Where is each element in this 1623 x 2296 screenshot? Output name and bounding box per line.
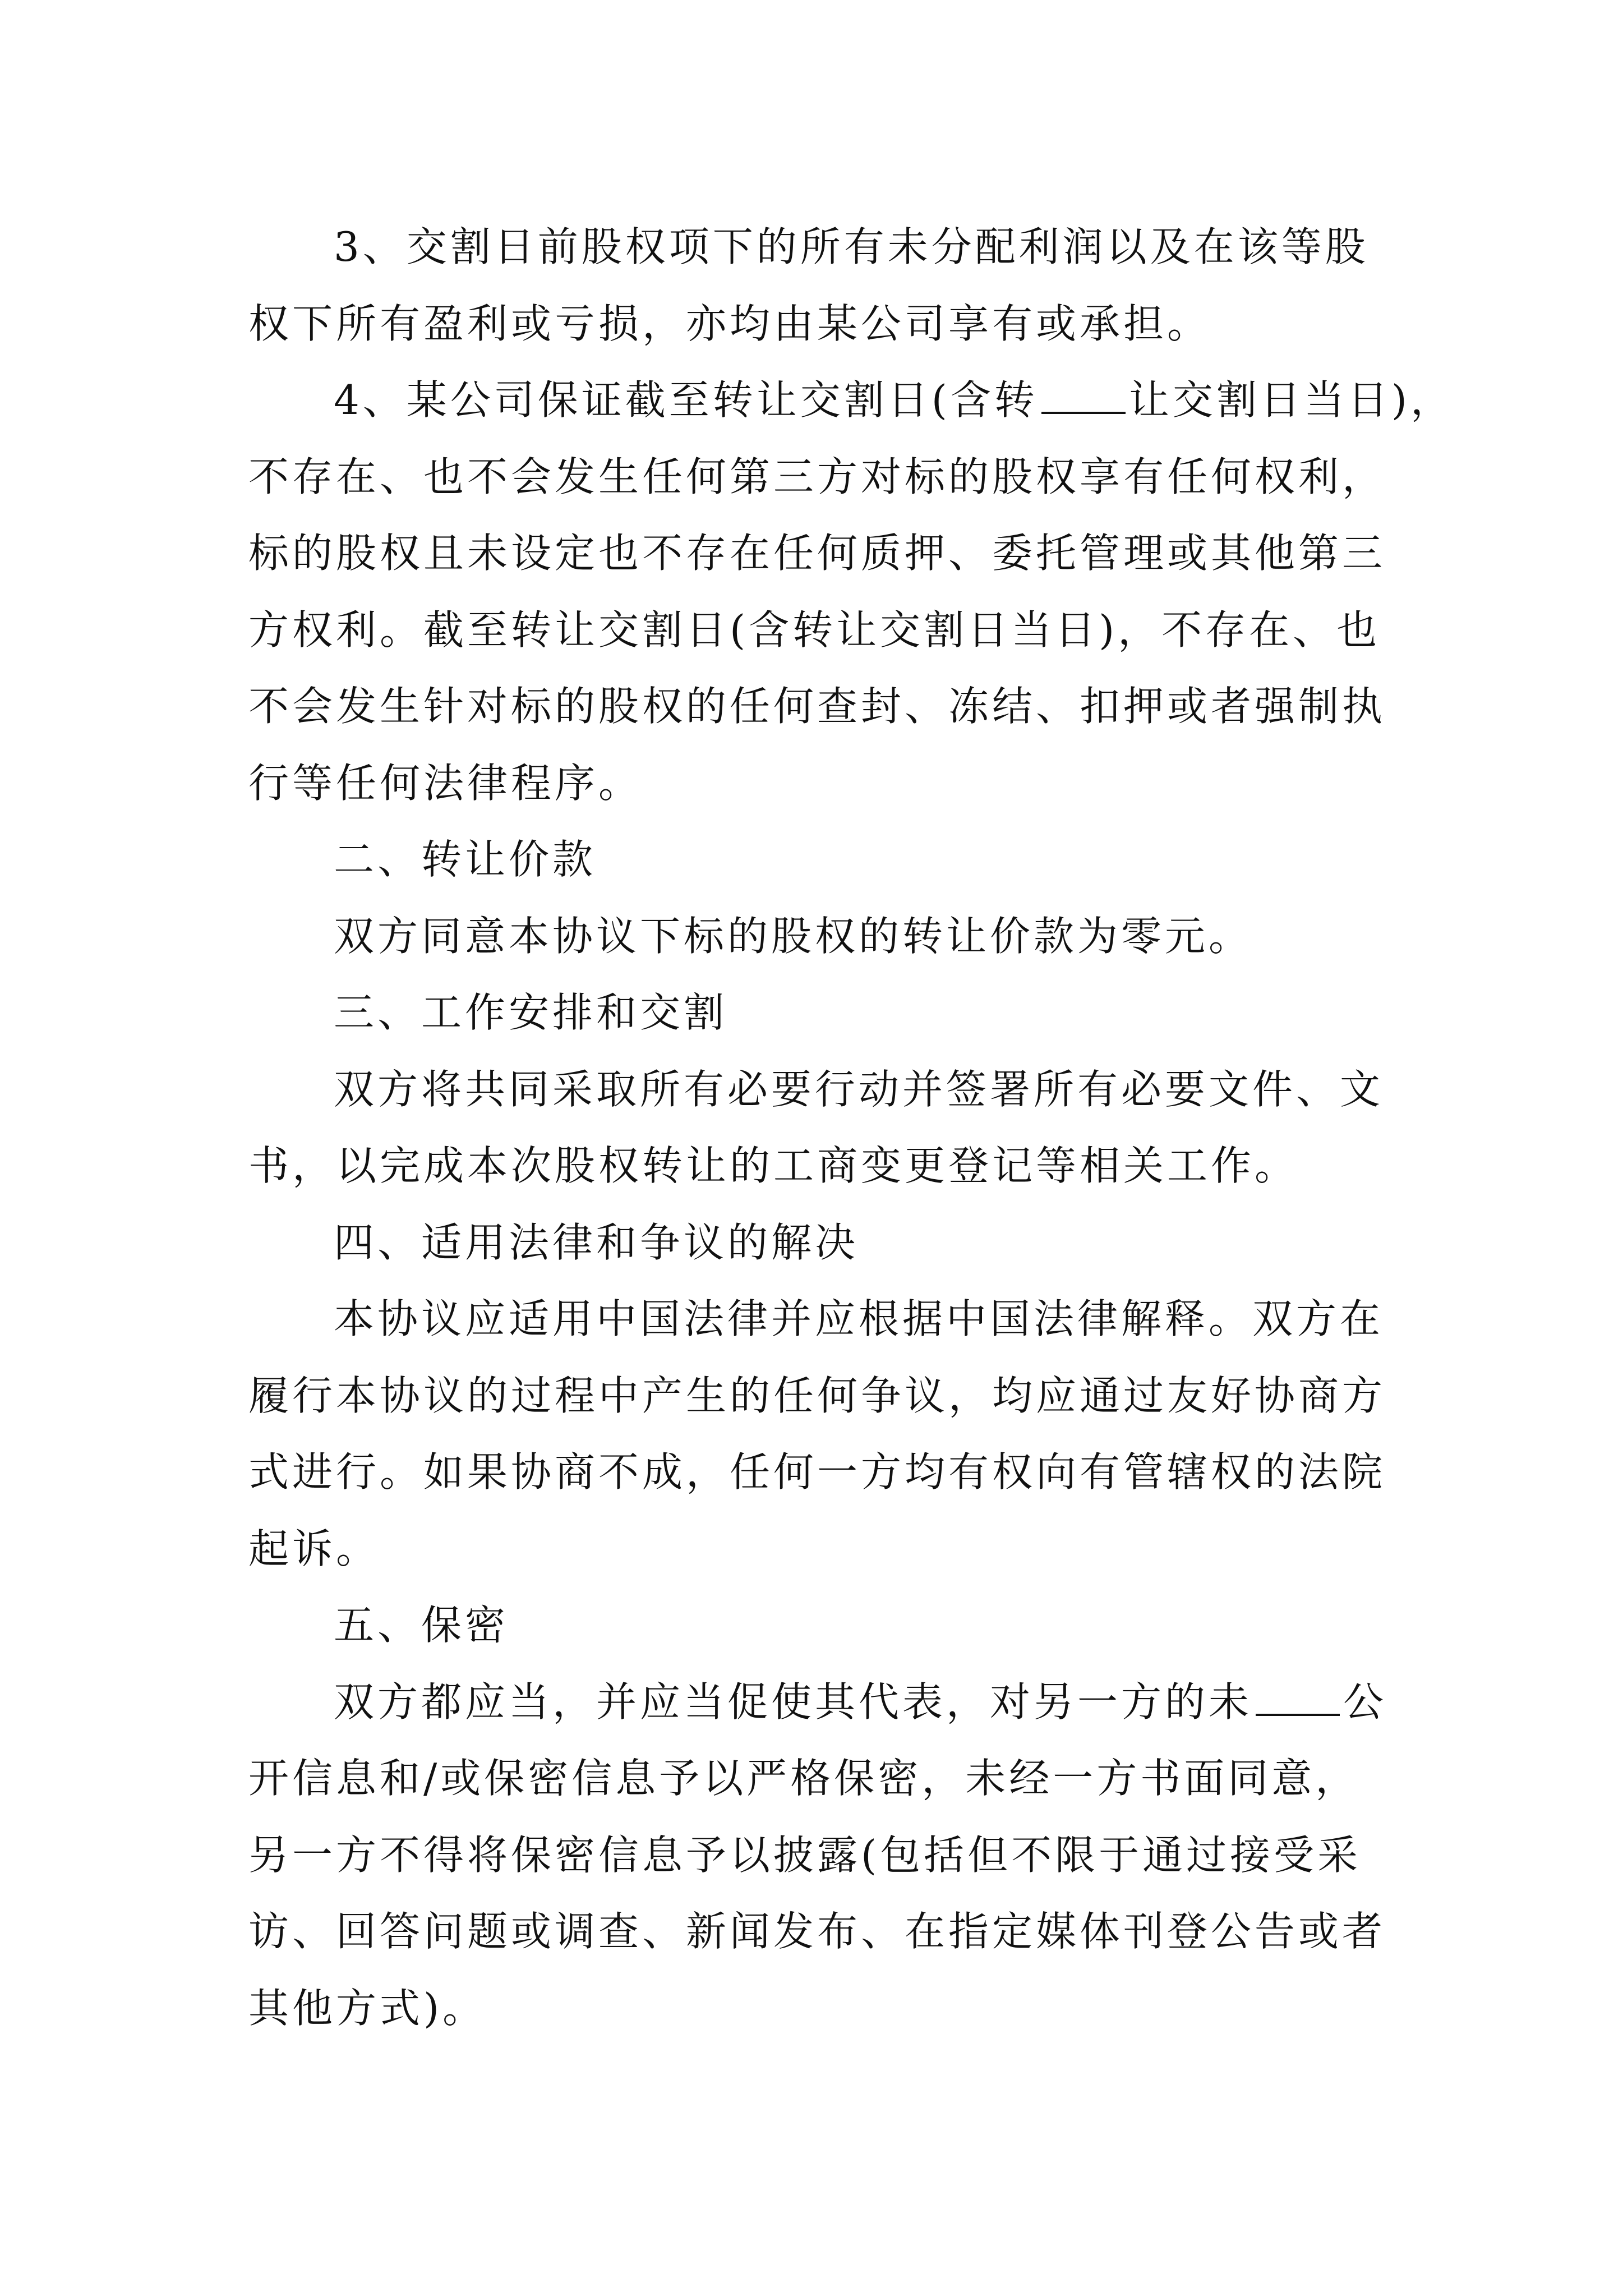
paragraph-4-line-1 [248,362,1454,439]
section-4-line-1: 本协议应适用中国法律并应根据中国法律解释。双方在 [334,1295,1384,1342]
section-5-line-5: 其他方式)。 [248,1984,487,2032]
section-4-line-3: 式进行。如果协商不成，任何一方均有权向有管辖权的法院 [248,1448,1386,1496]
paragraph-4-line-2: 不存在、也不会发生任何第三方对标的股权享有任何权利， [248,453,1386,500]
paragraph-4-line-1-after-blank: 让交割日当日)， [1128,376,1454,424]
document-body [248,209,1454,2046]
fill-in-blank [1041,378,1126,414]
paragraph-4-line-4: 方权利。截至转让交割日(含转让交割日当日)，不存在、也 [248,606,1381,654]
section-3-line-1: 双方将共同采取所有必要行动并签署所有必要文件、文 [334,1065,1384,1113]
paragraph-3-line-2: 权下所有盈利或亏损，亦均由某公司享有或承担。 [248,300,1211,347]
paragraph-4-line-6: 行等任何法律程序。 [248,759,643,807]
section-2-heading: 二、转让价款 [334,836,597,883]
section-3-line-2: 书，以完成本次股权转让的工商变更登记等相关工作。 [248,1142,1299,1189]
section-5-line-4: 访、回答问题或调查、新闻发布、在指定媒体刊登公告或者 [248,1908,1386,1955]
section-3-heading: 三、工作安排和交割 [334,989,728,1036]
section-4-heading: 四、适用法律和争议的解决 [334,1218,859,1266]
paragraph-4-line-3: 标的股权且未设定也不存在任何质押、委托管理或其他第三 [248,530,1386,577]
section-5-heading: 五、保密 [334,1602,509,1649]
section-5-line-3: 另一方不得将保密信息予以披露(包括但不限于通过接受采 [248,1831,1362,1879]
paragraph-4-line-5: 不会发生针对标的股权的任何查封、冻结、扣押或者强制执 [248,683,1386,730]
section-4-line-2: 履行本协议的过程中产生的任何争议，均应通过友好协商方 [248,1372,1386,1419]
paragraph-3-line-1: 3、交割日前股权项下的所有未分配利润以及在该等股 [334,223,1369,270]
section-5-line-1-after-blank: 公 [1343,1678,1387,1726]
section-4-line-4: 起诉。 [248,1525,380,1572]
section-5-line-2: 开信息和/或保密信息予以严格保密，未经一方书面同意， [248,1755,1359,1802]
section-5-line-1-before-blank: 双方都应当，并应当促使其代表，对另一方的未 [334,1678,1253,1726]
paragraph-4-line-1-before-blank: 4、某公司保证截至转让交割日(含转 [334,376,1038,424]
section-5-line-1 [248,1664,1398,1741]
section-2-line-1: 双方同意本协议下标的股权的转让价款为零元。 [334,912,1253,960]
fill-in-blank [1256,1680,1340,1716]
